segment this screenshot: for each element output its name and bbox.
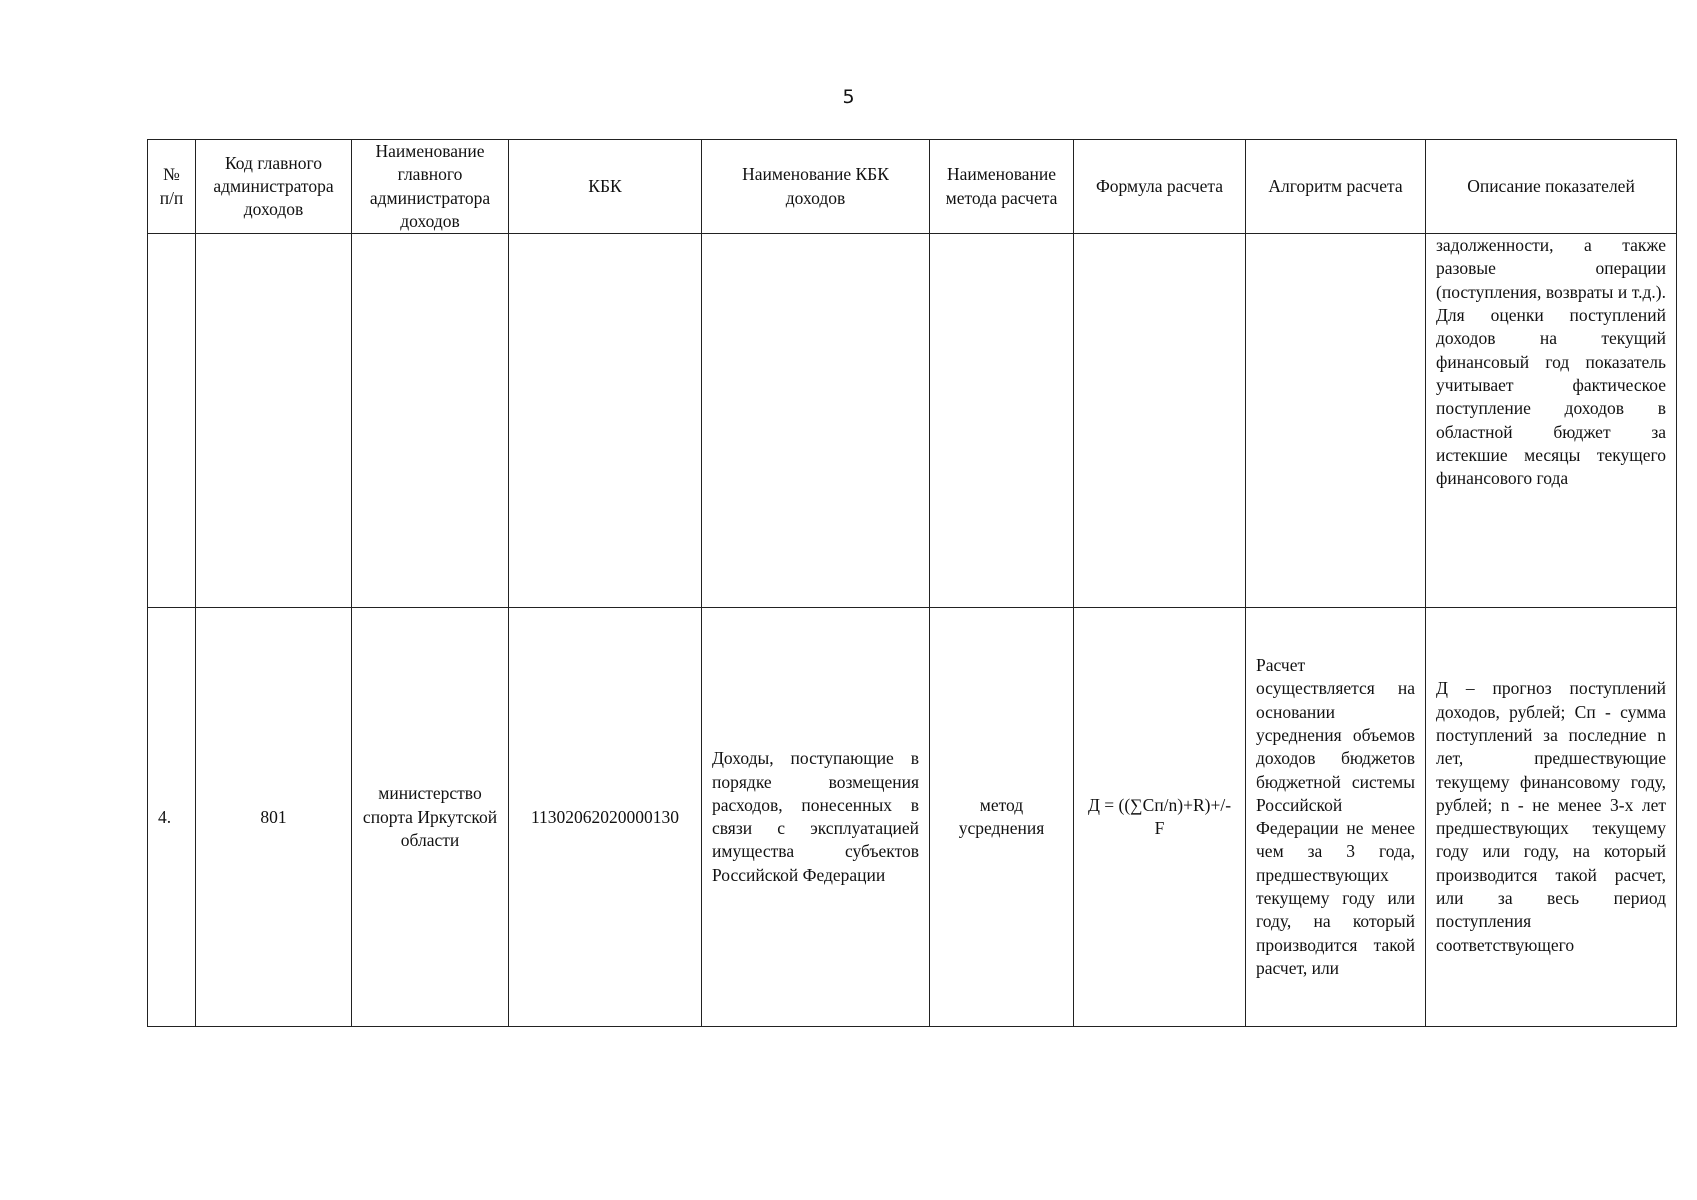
header-kbk: КБК [509,140,702,234]
table-row-continuation [148,234,1677,608]
header-number: № п/п [148,140,196,234]
page-number: 5 [842,86,855,108]
cell-empty [1246,234,1426,608]
cell-row-number: 4. [148,608,196,1027]
header-admin-code: Код главного администратора доходов [196,140,352,234]
header-method: Наименование метода расчета [930,140,1074,234]
cell-formula: Д = ((∑Сп/n)+R)+/-F [1074,608,1246,1027]
header-description: Описание показателей [1426,140,1677,234]
revenue-forecast-table [147,139,1677,1027]
cell-kbk: 11302062020000130 [509,608,702,1027]
cell-empty [352,234,509,608]
cell-empty [148,234,196,608]
header-formula: Формула расчета [1074,140,1246,234]
cell-description: Д – прогноз поступлений доходов, рублей; Сп - сумма поступлений за последние n лет, предшествующие текущему финансовому году, рублей; n - не менее 3-х лет предшествующих текущему году или году, на который производится такой расчет, или за весь период поступления соответствующего [1426,608,1677,1027]
cell-algorithm: Расчет осуществляется на основании усреднения объемов доходов бюджетов бюджетной системы Российской Федерации не менее чем за 3 года, предшествующих текущему году или году, на который производится такой расчет, или [1246,608,1426,1027]
table-row [148,608,1677,1027]
header-kbk-name: Наименование КБК доходов [702,140,930,234]
cell-admin-name: министерство спорта Иркутской области [352,608,509,1027]
table-header-row [148,140,1677,234]
cell-empty [196,234,352,608]
cell-method: метод усреднения [930,608,1074,1027]
cell-empty [1074,234,1246,608]
cell-kbk-name: Доходы, поступающие в порядке возмещения расходов, понесенных в связи с эксплуатацией имущества субъектов Российской Федерации [702,608,930,1027]
header-algorithm: Алгоритм расчета [1246,140,1426,234]
header-admin-name: Наименование главного администратора доходов [352,140,509,234]
cell-admin-code: 801 [196,608,352,1027]
cell-empty [930,234,1074,608]
cell-empty [702,234,930,608]
cell-empty [509,234,702,608]
cell-description-continued: задолженности, а также разовые операции (поступления, возвраты и т.д.). Для оценки поступлений доходов на текущий финансовый год показатель учитывает фактическое поступление доходов в областной бюджет за истекшие месяцы текущего финансового года [1426,234,1677,608]
